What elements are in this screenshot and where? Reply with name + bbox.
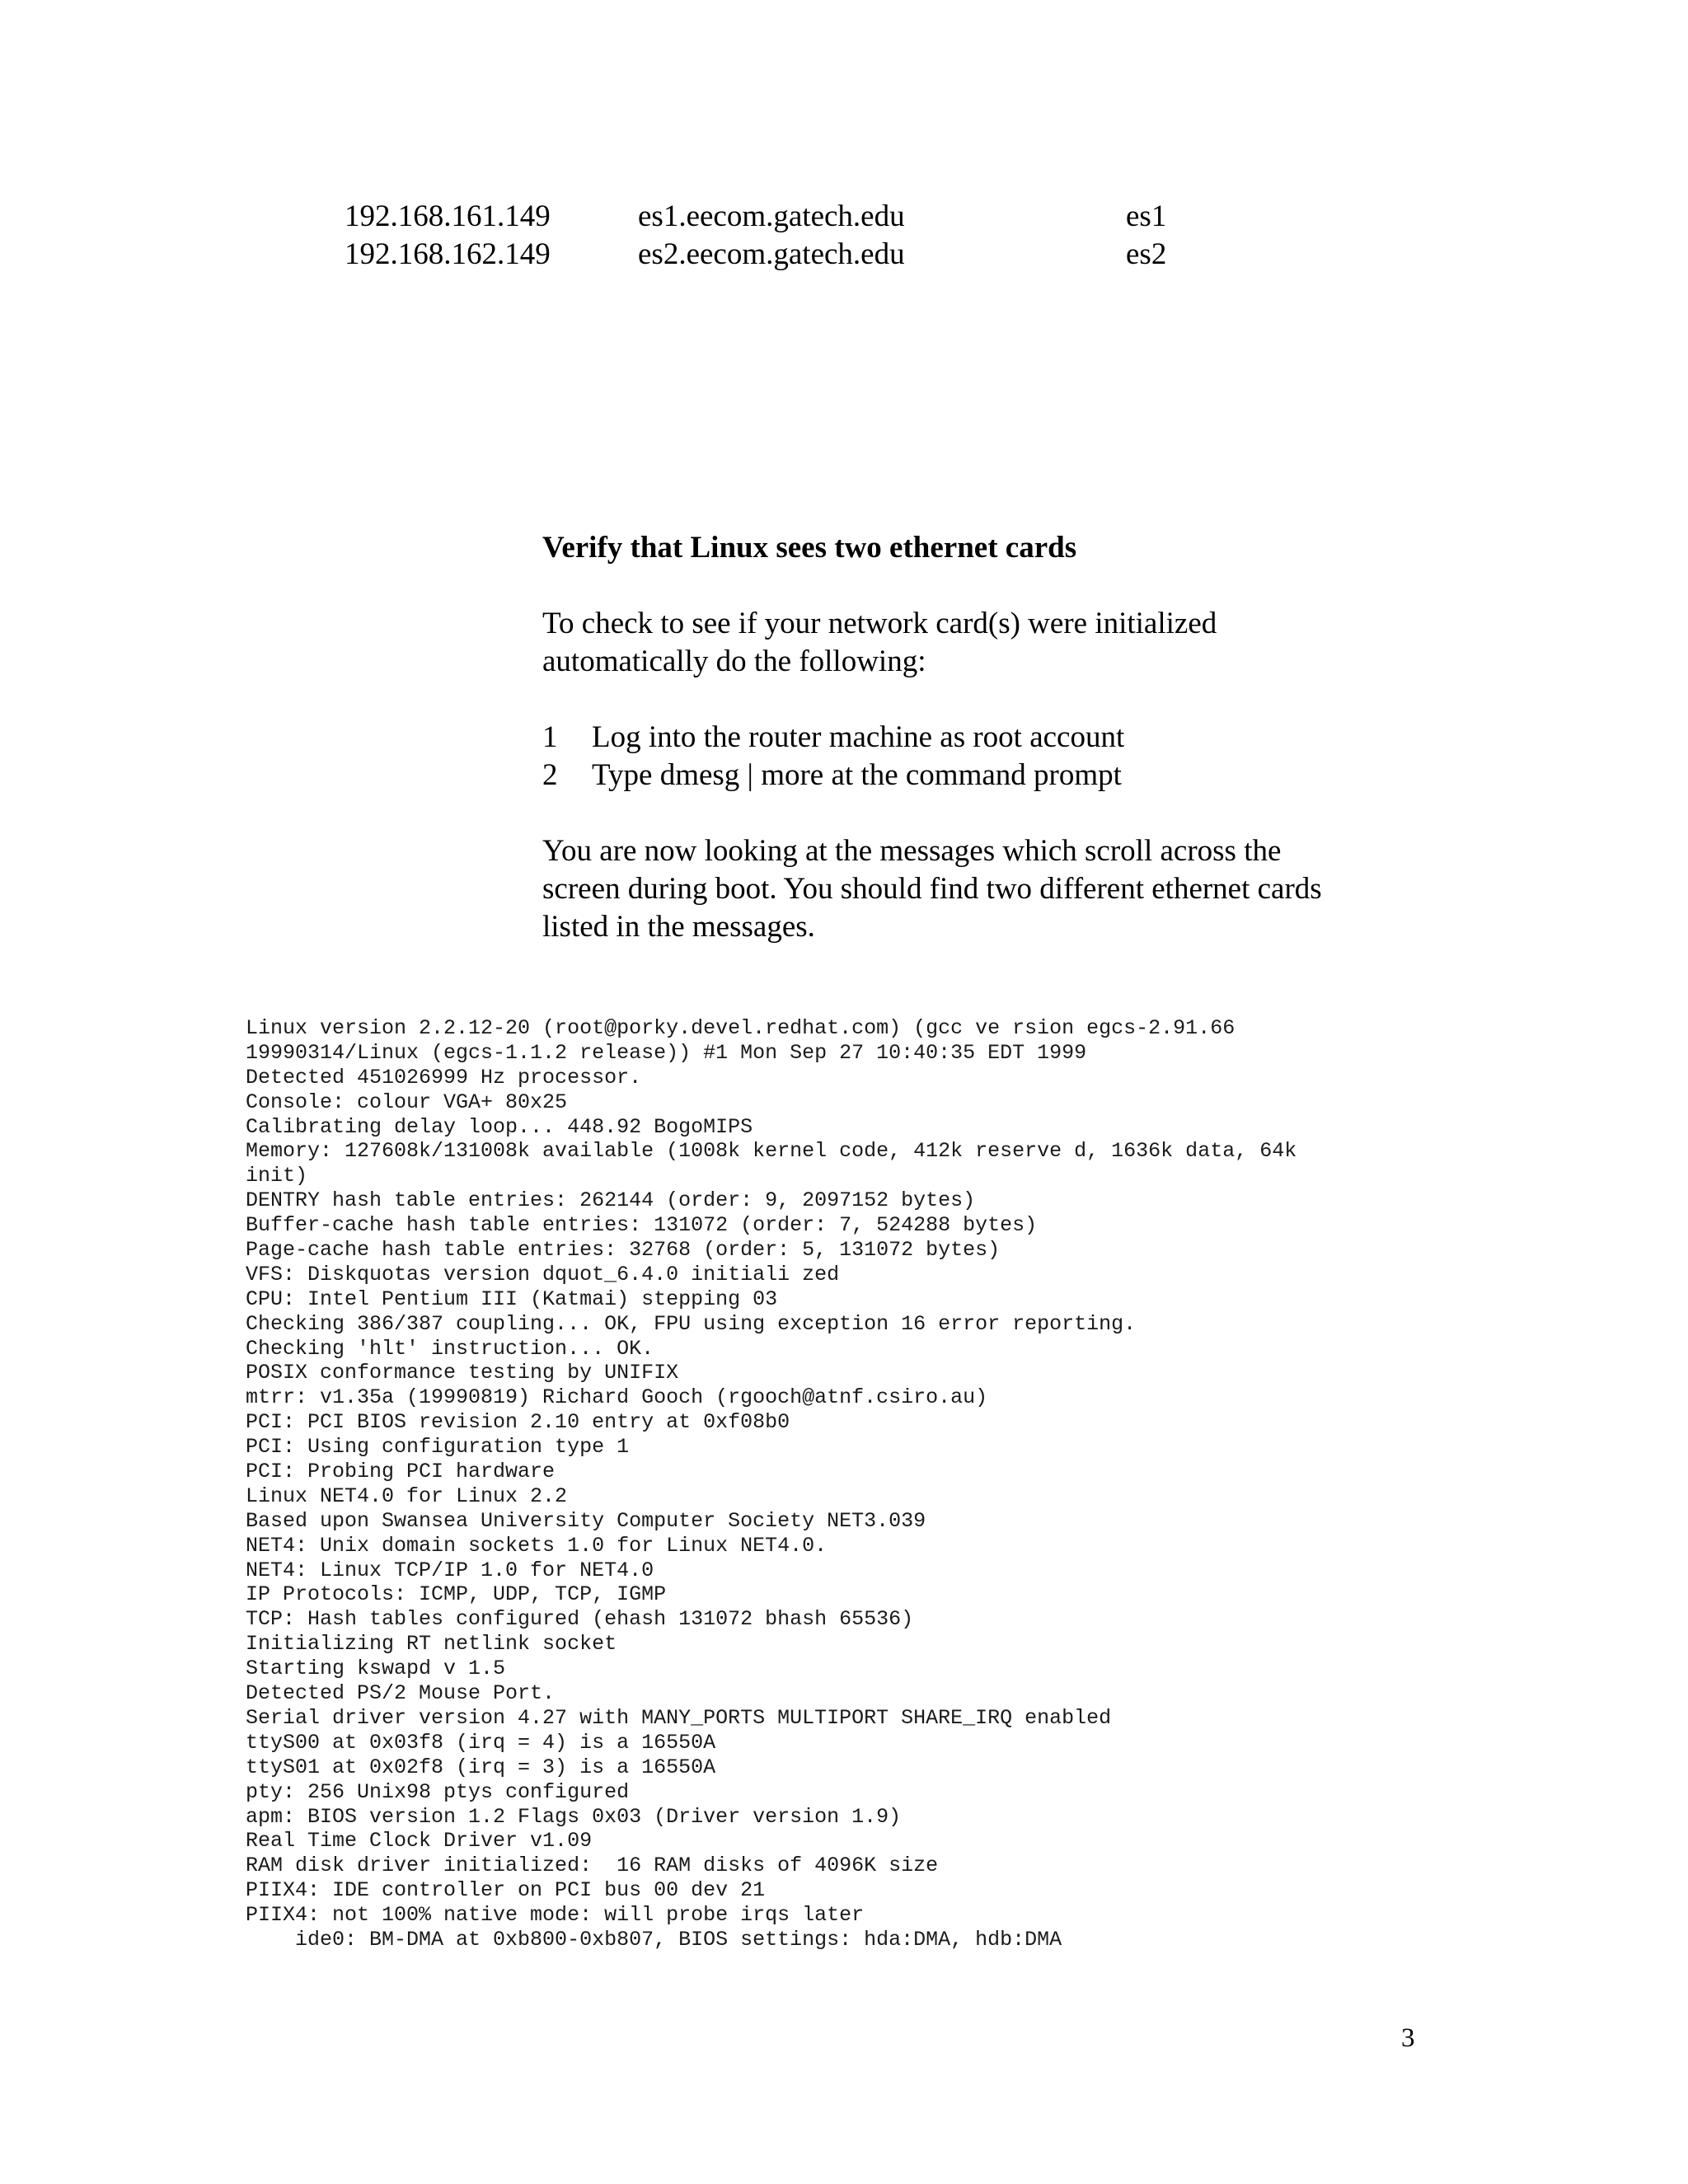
console-line: PIIX4: not 100% native mode: will probe irqs later — [246, 1903, 865, 1928]
intro-line: To check to see if your network card(s) were initialized — [542, 607, 1217, 640]
host-ip: 192.168.162.149 — [345, 237, 551, 271]
console-line: Linux NET4.0 for Linux 2.2 — [246, 1483, 568, 1508]
console-line: ttyS00 at 0x03f8 (irq = 4) is a 16550A — [246, 1730, 716, 1755]
step-number: 2 — [542, 758, 558, 792]
console-line: Based upon Swansea University Computer Society NET3.039 — [246, 1508, 926, 1533]
steps-list — [542, 719, 1449, 794]
console-line: Initializing RT netlink socket — [246, 1632, 617, 1657]
console-line: Memory: 127608k/131008k available (1008k kernel code, 412k reserve d, 1636k data, 64k — [246, 1139, 1297, 1164]
console-line: PCI: Using configuration type 1 — [246, 1435, 630, 1460]
hosts-table — [345, 198, 1251, 274]
console-line: Checking 'hlt' instruction... OK. — [246, 1336, 654, 1361]
console-line: DENTRY hash table entries: 262144 (order: 9, 2097152 bytes) — [246, 1188, 976, 1213]
followup-line: screen during boot. You should find two different ethernet cards — [542, 872, 1322, 906]
console-line: PIIX4: IDE controller on PCI bus 00 dev 21 — [246, 1878, 766, 1903]
console-line: init) — [246, 1164, 308, 1188]
host-fqdn: es2.eecom.gatech.edu — [638, 237, 905, 271]
console-line: RAM disk driver initialized: 16 RAM disks of 4096K size — [246, 1854, 939, 1878]
intro-line: automatically do the following: — [542, 644, 926, 678]
console-line: Page-cache hash table entries: 32768 (order: 5, 131072 bytes) — [246, 1238, 1001, 1263]
host-alias: es1 — [1126, 199, 1167, 233]
host-ip: 192.168.161.149 — [345, 199, 551, 233]
console-line: CPU: Intel Pentium III (Katmai) stepping 03 — [246, 1286, 778, 1311]
console-line: Serial driver version 4.27 with MANY_PORTS MULTIPORT SHARE_IRQ enabled — [246, 1705, 1112, 1730]
section-heading: Verify that Linux sees two ethernet cards — [542, 531, 1077, 565]
console-line: VFS: Diskquotas version dquot_6.4.0 initiali zed — [246, 1262, 840, 1286]
console-line: Calibrating delay loop... 448.92 BogoMIPS — [246, 1114, 753, 1139]
console-line: PCI: PCI BIOS revision 2.10 entry at 0xf08b0 — [246, 1410, 790, 1435]
console-line: Detected PS/2 Mouse Port. — [246, 1681, 556, 1706]
console-line: IP Protocols: ICMP, UDP, TCP, IGMP — [246, 1582, 667, 1607]
console-line: Starting kswapd v 1.5 — [246, 1657, 506, 1681]
console-line: Detected 451026999 Hz processor. — [246, 1065, 642, 1090]
console-line: Console: colour VGA+ 80x25 — [246, 1090, 568, 1114]
console-line: Linux version 2.2.12-20 (root@porky.devel.redhat.com) (gcc ve rsion egcs-2.91.66 — [246, 1016, 1236, 1040]
console-line: pty: 256 Unix98 ptys configured — [246, 1779, 630, 1804]
page-number: 3 — [1401, 2023, 1415, 2053]
console-line: 19990314/Linux (egcs-1.1.2 release)) #1 Mon Sep 27 10:40:35 EDT 1999 — [246, 1040, 1087, 1065]
host-alias: es2 — [1126, 237, 1167, 271]
console-line: NET4: Linux TCP/IP 1.0 for NET4.0 — [246, 1558, 654, 1582]
console-line: PCI: Probing PCI hardware — [246, 1460, 556, 1484]
step-text: Type dmesg | more at the command prompt — [592, 758, 1122, 792]
intro-paragraph — [542, 605, 1449, 681]
step-number: 1 — [542, 720, 558, 754]
console-line: Real Time Clock Driver v1.09 — [246, 1829, 593, 1854]
console-line: Buffer-cache hash table entries: 131072 (order: 7, 524288 bytes) — [246, 1213, 1038, 1238]
console-line: NET4: Unix domain sockets 1.0 for Linux NET4.0. — [246, 1533, 828, 1558]
verify-section — [542, 529, 1449, 946]
console-line: ide0: BM-DMA at 0xb800-0xb807, BIOS settings: hda:DMA, hdb:DMA — [246, 1927, 1062, 1952]
followup-line: listed in the messages. — [542, 910, 815, 944]
dmesg-output — [246, 1016, 1564, 1952]
console-line: apm: BIOS version 1.2 Flags 0x03 (Driver version 1.9) — [246, 1804, 902, 1829]
step-item — [542, 719, 1449, 757]
host-fqdn: es1.eecom.gatech.edu — [638, 199, 905, 233]
step-item — [542, 757, 1449, 794]
step-text: Log into the router machine as root account — [592, 720, 1125, 754]
followup-line: You are now looking at the messages which scroll across the — [542, 834, 1282, 868]
console-line: TCP: Hash tables configured (ehash 131072 bhash 65536) — [246, 1607, 914, 1632]
console-line: POSIX conformance testing by UNIFIX — [246, 1361, 679, 1385]
console-line: Checking 386/387 coupling... OK, FPU using exception 16 error reporting. — [246, 1311, 1137, 1336]
console-line: mtrr: v1.35a (19990819) Richard Gooch (rgooch@atnf.csiro.au) — [246, 1385, 988, 1410]
followup-paragraph — [542, 832, 1449, 946]
hosts-row — [345, 236, 1251, 274]
console-line: ttyS01 at 0x02f8 (irq = 3) is a 16550A — [246, 1755, 716, 1779]
hosts-row — [345, 198, 1251, 236]
